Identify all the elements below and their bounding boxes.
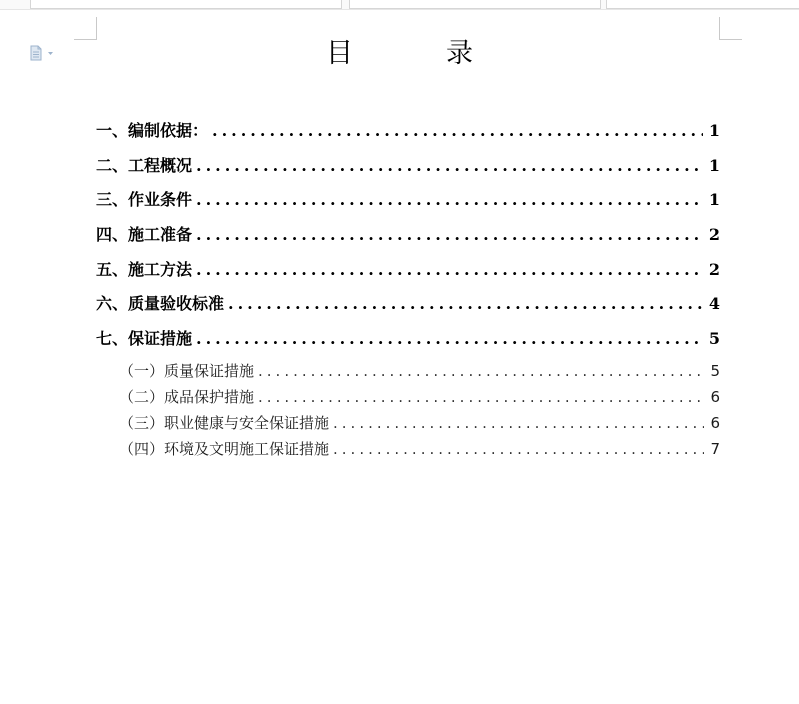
toc-entry-text: 五、施工方法 xyxy=(96,259,193,279)
toc-entry-text: （一）质量保证措施 xyxy=(119,361,255,380)
toc-page-number: 7 xyxy=(710,440,720,459)
header-segment xyxy=(349,0,601,9)
toc-leader-dots xyxy=(212,117,703,145)
toc-entry-text: 一、编制依据： xyxy=(96,121,209,140)
page-title: 目 录 xyxy=(326,38,506,69)
toc-leader-dots xyxy=(196,325,703,353)
toc-subentry-4[interactable] xyxy=(96,438,720,464)
toc-page-number: 4 xyxy=(708,294,720,314)
toc-entry-1[interactable] xyxy=(96,117,720,152)
toc-entry-text: （二）成品保护措施 xyxy=(119,388,255,406)
toc-subentry-1[interactable] xyxy=(96,360,720,386)
toc-page-number: 2 xyxy=(708,225,720,245)
toc-entry-text: 三、作业条件 xyxy=(96,190,193,210)
toc-entry-5[interactable] xyxy=(96,256,720,291)
toc-entry-7[interactable] xyxy=(96,325,720,360)
toc-page-number: 5 xyxy=(710,361,720,380)
toc-leader-dots xyxy=(333,412,704,434)
toc-leader-dots xyxy=(196,152,703,180)
toc-page-number: 1 xyxy=(708,155,720,175)
toc-page-number: 6 xyxy=(710,388,720,406)
toc-entry-2[interactable] xyxy=(96,152,720,187)
toc-entry-text: 四、施工准备 xyxy=(96,225,193,245)
toc-leader-dots xyxy=(333,438,704,460)
toc-subentry-2[interactable] xyxy=(96,386,720,412)
toc-entry-6[interactable] xyxy=(96,290,720,325)
header-segment xyxy=(30,0,342,9)
toc-entry-text: （三）职业健康与安全保证措施 xyxy=(119,414,330,433)
toc-entry-text: 六、质量验收标准 xyxy=(96,294,225,314)
toc-page-number: 1 xyxy=(708,190,720,210)
toc-entry-text: 二、工程概况 xyxy=(96,155,193,175)
header-strip xyxy=(0,0,799,10)
toc-page-number: 2 xyxy=(708,259,720,279)
toc-page-number: 1 xyxy=(708,121,720,140)
table-of-contents xyxy=(96,117,720,465)
toc-entry-text: 七、保证措施 xyxy=(96,329,193,349)
toc-leader-dots xyxy=(196,256,703,284)
header-segment xyxy=(606,0,799,9)
toc-entry-text: （四）环境及文明施工保证措施 xyxy=(119,440,330,459)
toc-leader-dots xyxy=(196,221,703,249)
toc-leader-dots xyxy=(228,290,703,318)
toc-leader-dots xyxy=(196,186,703,214)
toc-entry-3[interactable] xyxy=(96,186,720,221)
toc-page-number: 6 xyxy=(710,414,720,433)
toc-entry-4[interactable] xyxy=(96,221,720,256)
toc-subentry-3[interactable] xyxy=(96,412,720,438)
toc-page-number: 5 xyxy=(708,329,720,349)
toc-leader-dots xyxy=(258,386,704,408)
toc-leader-dots xyxy=(258,360,704,382)
